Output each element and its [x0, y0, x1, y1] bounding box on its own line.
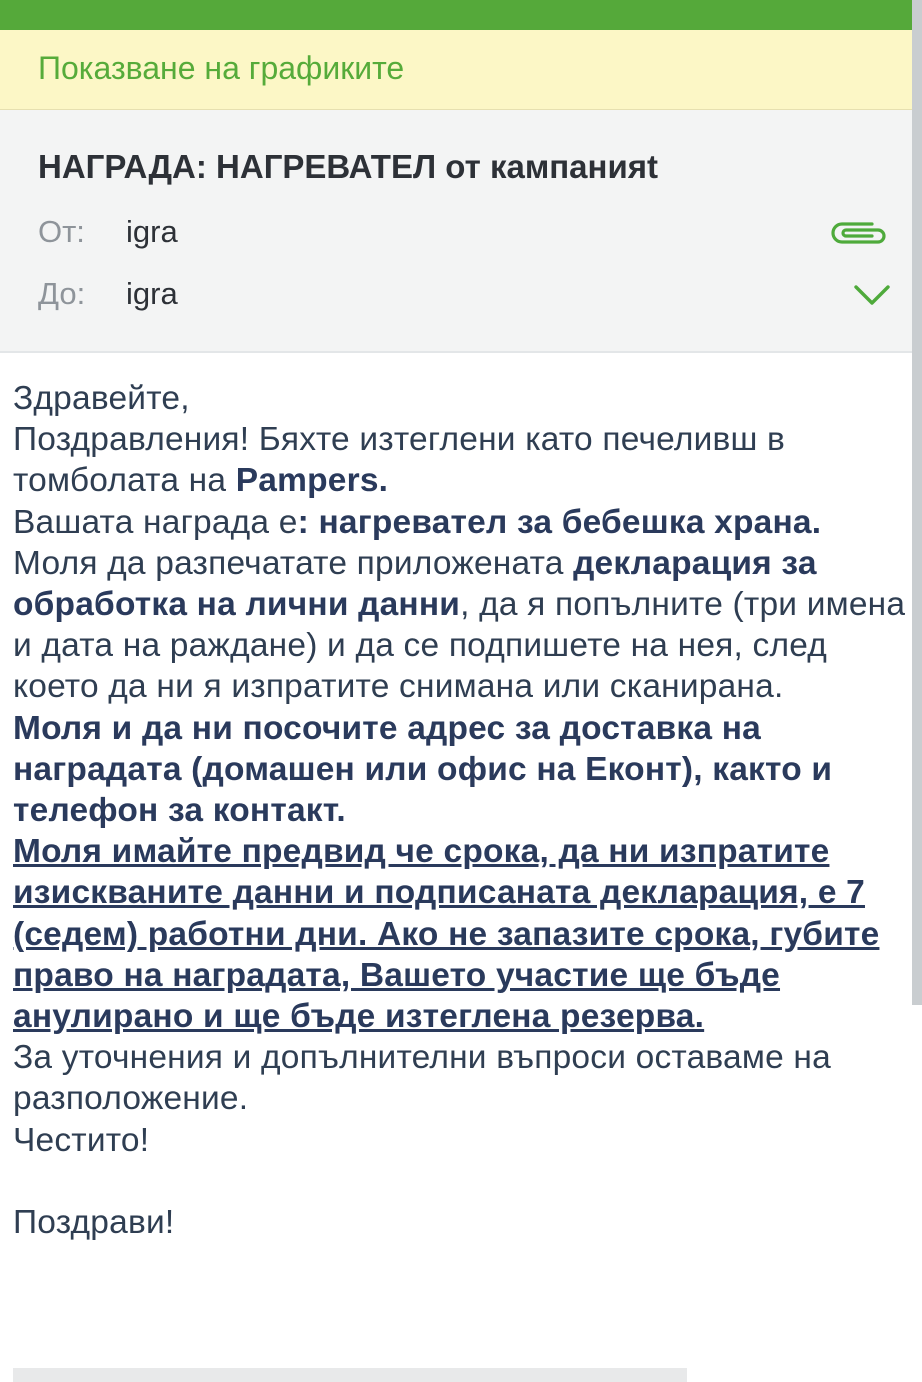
paragraph-address: Моля и да ни посочите адрес за доставка на наградата (домашен или офис на Еконт), както и телефон за контакт. [13, 709, 833, 830]
from-value[interactable]: igra [126, 214, 178, 249]
closing: Поздрави! [13, 1204, 175, 1242]
paperclip-icon[interactable] [828, 216, 888, 250]
to-row [38, 276, 178, 312]
chevron-down-icon[interactable] [852, 282, 892, 308]
top-accent-bar [0, 0, 922, 30]
from-label: От: [38, 214, 85, 249]
greeting: Здравейте, [13, 380, 190, 417]
text-segment: Моля да разпечатате приложената [13, 544, 574, 582]
paragraph-prize [13, 502, 913, 543]
text-segment: , да я попълните (три имена и дата на раждане) и да се подпишете на нея, след което да ни я изпратите снимана или сканирана. [13, 586, 906, 706]
paragraph-congratulations [13, 419, 913, 501]
message-body [13, 378, 913, 1243]
to-label: До: [38, 276, 86, 311]
paragraph-congrats: Честито! [13, 1121, 150, 1159]
paragraph-deadline: Моля имайте предвид че срока, да ни изпратите изискваните данни и подписаната декларация, е 7 (седем) работни дни. Ако не запазите срока, губите право на наградата, Вашето участие ще бъде анулирано и ще бъде изтеглена резерва. [13, 833, 880, 1036]
from-row [38, 214, 178, 250]
show-images-bar[interactable] [0, 30, 922, 110]
brand-name: Pampers. [235, 462, 389, 500]
prize-name: : нагревател за бебешка храна. [297, 503, 822, 541]
paragraph-declaration [13, 543, 913, 708]
to-value[interactable]: igra [126, 276, 178, 311]
bottom-bar [13, 1368, 687, 1382]
text-segment: Вашата награда е [13, 503, 298, 541]
message-subject: НАГРАДА: НАГРЕВАТЕЛ от кампанияt [38, 148, 658, 185]
scrollbar[interactable] [912, 0, 922, 1005]
show-images-link[interactable]: Показване на графиките [38, 50, 405, 86]
paragraph-questions: За уточнения и допълнителни въпроси оставаме на разположение. [13, 1039, 831, 1118]
spacer [13, 1161, 913, 1202]
text-segment: Поздравления! Бяхте изтеглени като печеливш в томболата на [13, 421, 786, 500]
message-header [0, 110, 922, 353]
declaration-label: декларация за обработка на лични данни [13, 544, 817, 624]
